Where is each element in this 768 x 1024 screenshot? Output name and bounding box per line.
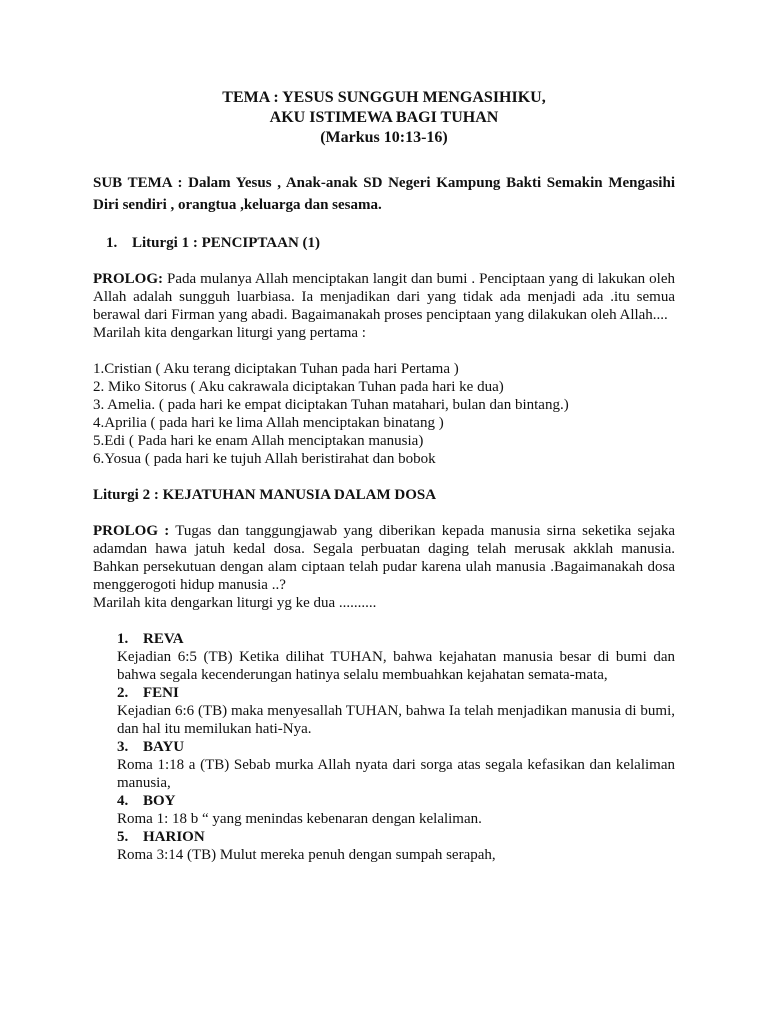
liturgi-2-invite: Marilah kita dengarkan liturgi yg ke dua .......... bbox=[93, 595, 377, 611]
reader-number: 4. bbox=[117, 793, 129, 809]
reading-verse: Roma 3:14 (TB) Mulut mereka penuh dengan sumpah serapah, bbox=[117, 847, 496, 863]
prolog-label: PROLOG: bbox=[93, 271, 163, 287]
document-body bbox=[93, 88, 675, 864]
liturgi-2-heading: Liturgi 2 : KEJATUHAN MANUSIA DALAM DOSA bbox=[93, 487, 437, 503]
reading-verse: Kejadian 6:5 (TB) Ketika dilihat TUHAN, bahwa kejahatan manusia besar di bumi dan bahwa segala kecenderungan hatinya selalu membuahkan kejahatan semata-mata, bbox=[117, 649, 675, 683]
reading-verse: Kejadian 6:6 (TB) maka menyesallah TUHAN, bahwa Ia telah menjadikan manusia di bumi, dan hal itu memilukan hati-Nya. bbox=[117, 703, 675, 737]
reader-number: 5. bbox=[117, 829, 129, 845]
reader-number: 3. bbox=[117, 739, 129, 755]
liturgi-1-title: Liturgi 1 : PENCIPTAAN (1) bbox=[132, 235, 321, 251]
prolog-text: Tugas dan tanggungjawab yang diberikan kepada manusia sirna seketika sejaka adamdan hawa jatuh kedal dosa. Segala perbuatan daging telah merusak akklah manusia. Bahkan persekutuan dengan alam ciptaan telah pudar karena ulah manusia .Bagaimanakah dosa menggerogoti hidup manusia ..? bbox=[93, 523, 676, 593]
list-item: 2. Miko Sitorus ( Aku cakrawala diciptakan Tuhan pada hari ke dua) bbox=[93, 379, 504, 395]
theme-scripture: (Markus 10:13-16) bbox=[320, 129, 448, 146]
theme-title bbox=[93, 88, 675, 148]
list-item: 1.Cristian ( Aku terang diciptakan Tuhan pada hari Pertama ) bbox=[93, 361, 459, 377]
reader-label: BAYU bbox=[143, 739, 185, 755]
reader-label: HARION bbox=[143, 829, 205, 845]
reader-name bbox=[117, 684, 675, 702]
reader-name bbox=[117, 738, 675, 756]
reader-name bbox=[117, 828, 675, 846]
liturgi-1-invite: Marilah kita dengarkan liturgi yang pertama : bbox=[93, 325, 366, 341]
liturgi-2-prolog bbox=[93, 522, 675, 594]
reader-name bbox=[117, 792, 675, 810]
liturgi-1-prolog bbox=[93, 270, 675, 324]
list-item: 3. Amelia. ( pada hari ke empat diciptakan Tuhan matahari, bulan dan bintang.) bbox=[93, 397, 569, 413]
liturgi-1-heading bbox=[93, 234, 675, 252]
list-item: 5.Edi ( Pada hari ke enam Allah menciptakan manusia) bbox=[93, 433, 424, 449]
prolog-text: Pada mulanya Allah menciptakan langit dan bumi . Penciptaan yang di lakukan oleh Allah adalah sungguh luarbiasa. Ia menjadikan dari yang tidak ada menjadi ada .itu semua berawal dari Firman yang abadi. Bagaimanakah proses penciptaan yang dilakukan oleh Allah.... bbox=[93, 271, 675, 323]
reader-label: FENI bbox=[143, 685, 179, 701]
theme-line-2: AKU ISTIMEWA BAGI TUHAN bbox=[269, 109, 499, 126]
liturgi-1-list bbox=[93, 360, 675, 468]
sub-theme: SUB TEMA : Dalam Yesus , Anak-anak SD Negeri Kampung Bakti Semakin Mengasihi Diri sendiri , orangtua ,keluarga dan sesama. bbox=[93, 175, 675, 213]
reader-number: 1. bbox=[117, 631, 129, 647]
reader-label: REVA bbox=[143, 631, 184, 647]
reader-name bbox=[117, 630, 675, 648]
reader-number: 2. bbox=[117, 685, 129, 701]
list-item: 4.Aprilia ( pada hari ke lima Allah menciptakan binatang ) bbox=[93, 415, 444, 431]
reading-verse: Roma 1: 18 b “ yang menindas kebenaran dengan kelaliman. bbox=[117, 811, 482, 827]
theme-line-1: TEMA : YESUS SUNGGUH MENGASIHIKU, bbox=[222, 89, 546, 106]
liturgi-1-number: 1. bbox=[106, 235, 118, 251]
liturgi-2-readings bbox=[117, 630, 675, 864]
reading-verse: Roma 1:18 a (TB) Sebab murka Allah nyata dari sorga atas segala kefasikan dan kelaliman manusia, bbox=[117, 757, 675, 791]
list-item: 6.Yosua ( pada hari ke tujuh Allah beristirahat dan bobok bbox=[93, 451, 436, 467]
prolog-label: PROLOG : bbox=[93, 523, 170, 539]
reader-label: BOY bbox=[143, 793, 176, 809]
